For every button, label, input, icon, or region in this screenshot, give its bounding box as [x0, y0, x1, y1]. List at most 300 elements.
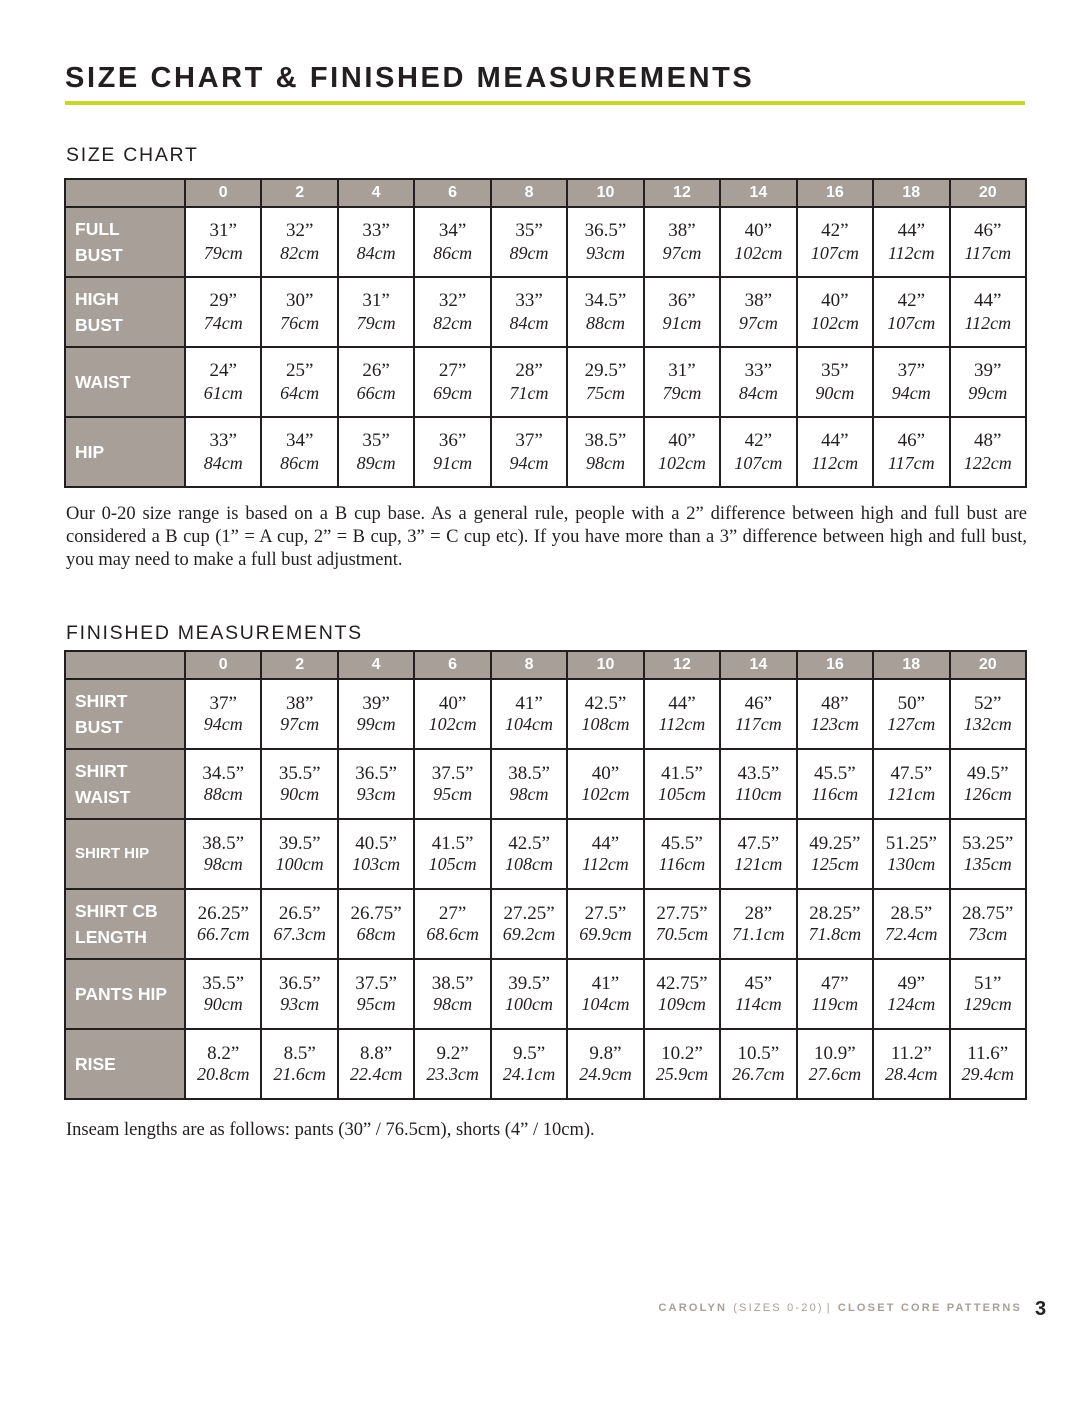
inch-value: 42”	[744, 430, 773, 451]
measurement-cell	[797, 207, 873, 277]
cm-value: 26.7cm	[732, 1064, 785, 1084]
measurement-cell	[873, 819, 949, 889]
inch-value: 37”	[897, 360, 926, 381]
inch-value: 36”	[668, 290, 696, 311]
cm-value: 91cm	[662, 313, 702, 333]
cm-value: 98cm	[509, 784, 549, 804]
measurement-cell	[261, 1029, 337, 1099]
size-column-header: 12	[644, 651, 720, 679]
measurement-cell	[567, 207, 643, 277]
finished-measurements-heading: FINISHED MEASUREMENTS	[66, 622, 363, 644]
inch-value: 47.5”	[890, 763, 933, 784]
inch-value: 34.5”	[584, 290, 627, 311]
inch-value: 47.5”	[737, 833, 780, 854]
inch-value: 41.5”	[661, 763, 703, 784]
inch-value: 35”	[821, 360, 849, 381]
measurement-cell	[644, 1029, 720, 1099]
inch-value: 37”	[515, 430, 543, 451]
row-label	[65, 749, 185, 819]
measurement-cell	[338, 959, 414, 1029]
cm-value: 89cm	[356, 453, 396, 473]
inch-value: 10.5”	[737, 1043, 780, 1064]
row-label-line: HIGH	[75, 289, 119, 309]
measurement-cell	[185, 819, 261, 889]
inch-value: 35.5”	[202, 973, 245, 994]
cm-value: 124cm	[887, 994, 936, 1014]
cm-value: 61cm	[203, 383, 243, 403]
cm-value: 98cm	[585, 453, 625, 473]
measurement-cell	[720, 819, 796, 889]
cm-value: 116cm	[811, 784, 859, 804]
measurement-cell	[644, 679, 720, 749]
measurement-cell	[567, 347, 643, 417]
measurement-cell	[797, 1029, 873, 1099]
cm-value: 107cm	[810, 243, 859, 263]
measurement-cell	[950, 207, 1026, 277]
inch-value: 37.5”	[355, 973, 397, 994]
measurement-cell	[873, 889, 949, 959]
measurement-cell	[338, 347, 414, 417]
inch-value: 53.25”	[962, 833, 1014, 854]
measurement-cell	[261, 749, 337, 819]
measurement-cell	[797, 417, 873, 487]
inch-value: 45.5”	[814, 763, 856, 784]
cm-value: 98cm	[203, 854, 243, 874]
cm-value: 67.3cm	[273, 924, 326, 944]
cm-value: 28.4cm	[885, 1064, 938, 1084]
cm-value: 88cm	[585, 313, 625, 333]
measurement-cell	[644, 959, 720, 1029]
cm-value: 132cm	[963, 714, 1012, 734]
footer-separator: |	[826, 1302, 832, 1314]
inch-value: 10.2”	[661, 1043, 703, 1064]
cm-value: 102cm	[581, 784, 630, 804]
size-chart-table	[64, 178, 1027, 488]
inch-value: 11.2”	[890, 1043, 932, 1064]
table-row	[65, 277, 1026, 347]
inch-value: 52”	[974, 693, 1002, 714]
footer-company: CLOSET CORE PATTERNS	[837, 1302, 1022, 1314]
page-number: 3	[1035, 1298, 1047, 1320]
size-column-header: 18	[873, 651, 949, 679]
inch-value: 44”	[591, 833, 620, 854]
measurement-cell	[950, 679, 1026, 749]
cm-value: 126cm	[963, 784, 1012, 804]
inch-value: 33”	[515, 290, 543, 311]
page-title: SIZE CHART & FINISHED MEASUREMENTS	[65, 62, 755, 94]
inch-value: 26.25”	[197, 903, 249, 924]
inch-value: 49.5”	[966, 763, 1009, 784]
inch-value: 36.5”	[584, 220, 627, 241]
measurement-cell	[644, 749, 720, 819]
measurement-cell	[491, 889, 567, 959]
row-label-line: BUST	[75, 245, 123, 265]
inch-value: 45.5”	[661, 833, 703, 854]
measurement-cell	[491, 1029, 567, 1099]
cm-value: 71.8cm	[808, 924, 862, 944]
cm-value: 94cm	[203, 714, 243, 734]
row-label-line: SHIRT	[75, 691, 128, 711]
cm-value: 100cm	[275, 854, 324, 874]
inch-value: 40”	[744, 220, 773, 241]
cm-value: 121cm	[734, 854, 783, 874]
cm-value: 93cm	[585, 243, 625, 263]
inch-value: 34.5”	[202, 763, 245, 784]
inch-value: 25”	[285, 360, 314, 381]
inch-value: 38”	[285, 693, 314, 714]
cm-value: 68.6cm	[426, 924, 479, 944]
inch-value: 38.5”	[584, 430, 627, 451]
inch-value: 48”	[974, 430, 1002, 451]
cm-value: 102cm	[657, 453, 706, 473]
inch-value: 46”	[744, 693, 773, 714]
cm-value: 114cm	[735, 994, 782, 1014]
cm-value: 123cm	[810, 714, 859, 734]
measurement-cell	[797, 347, 873, 417]
measurement-cell	[185, 1029, 261, 1099]
inch-value: 31”	[668, 360, 696, 381]
measurement-cell	[720, 207, 796, 277]
row-label-line: WAIST	[75, 372, 131, 392]
cm-value: 91cm	[433, 453, 473, 473]
measurement-cell	[567, 1029, 643, 1099]
row-label	[65, 417, 185, 487]
cm-value: 74cm	[203, 313, 243, 333]
cm-value: 29.4cm	[961, 1064, 1015, 1084]
measurement-cell	[414, 889, 490, 959]
inch-value: 42.75”	[656, 973, 708, 994]
inch-value: 29”	[209, 290, 237, 311]
size-column-header: 12	[644, 179, 720, 207]
measurement-cell	[185, 749, 261, 819]
measurement-cell	[567, 959, 643, 1029]
inch-value: 27”	[438, 360, 467, 381]
inch-value: 46”	[897, 430, 926, 451]
inch-value: 32”	[438, 290, 467, 311]
row-label-line: HIP	[75, 442, 105, 462]
measurement-cell	[414, 749, 490, 819]
cm-value: 104cm	[581, 994, 630, 1014]
cm-value: 90cm	[280, 784, 320, 804]
measurement-cell	[261, 417, 337, 487]
inch-value: 40”	[591, 763, 620, 784]
measurement-cell	[491, 347, 567, 417]
inch-value: 28”	[744, 903, 773, 924]
measurement-cell	[414, 277, 490, 347]
measurement-cell	[797, 819, 873, 889]
cm-value: 76cm	[280, 313, 320, 333]
cm-value: 90cm	[203, 994, 243, 1014]
measurement-cell	[873, 207, 949, 277]
table-row	[65, 889, 1026, 959]
finished-measurements-note: Inseam lengths are as follows: pants (30” / 76.5cm), shorts (4” / 10cm).	[66, 1120, 595, 1140]
cm-value: 22.4cm	[349, 1064, 403, 1084]
inch-value: 9.8”	[589, 1043, 622, 1064]
measurement-cell	[644, 819, 720, 889]
cm-value: 27.6cm	[808, 1064, 862, 1084]
measurement-cell	[414, 959, 490, 1029]
cm-value: 64cm	[280, 383, 320, 403]
table-row	[65, 959, 1026, 1029]
cm-value: 20.8cm	[196, 1064, 250, 1084]
measurement-cell	[185, 347, 261, 417]
inch-value: 36.5”	[278, 973, 321, 994]
cm-value: 117cm	[735, 714, 782, 734]
inch-value: 26.75”	[350, 903, 402, 924]
measurement-cell	[797, 277, 873, 347]
inch-value: 44”	[821, 430, 849, 451]
cm-value: 127cm	[887, 714, 936, 734]
cm-value: 112cm	[964, 313, 1012, 333]
measurement-cell	[567, 277, 643, 347]
finished-header-row	[65, 651, 1026, 679]
measurement-cell	[491, 959, 567, 1029]
measurement-cell	[338, 749, 414, 819]
cm-value: 112cm	[582, 854, 629, 874]
measurement-cell	[491, 207, 567, 277]
measurement-cell	[261, 207, 337, 277]
size-column-header: 2	[261, 651, 337, 679]
measurement-cell	[720, 417, 796, 487]
measurement-cell	[261, 819, 337, 889]
inch-value: 35”	[362, 430, 390, 451]
inch-value: 26.5”	[278, 903, 321, 924]
inch-value: 39.5”	[508, 973, 550, 994]
inch-value: 44”	[974, 290, 1002, 311]
row-label-line: BUST	[75, 315, 123, 335]
title-underline	[65, 101, 1025, 105]
cm-value: 71cm	[509, 383, 549, 403]
size-column-header: 0	[185, 179, 261, 207]
measurement-cell	[185, 959, 261, 1029]
measurement-cell	[185, 277, 261, 347]
inch-value: 42.5”	[508, 833, 550, 854]
inch-value: 26”	[362, 360, 390, 381]
size-column-header: 6	[414, 651, 490, 679]
measurement-cell	[720, 749, 796, 819]
row-label	[65, 277, 185, 347]
measurement-cell	[338, 277, 414, 347]
cm-value: 86cm	[433, 243, 473, 263]
inch-value: 44”	[668, 693, 696, 714]
inch-value: 46”	[974, 220, 1002, 241]
inch-value: 40”	[821, 290, 849, 311]
size-column-header: 2	[261, 179, 337, 207]
inch-value: 8.8”	[360, 1043, 393, 1064]
measurement-cell	[720, 1029, 796, 1099]
measurement-cell	[567, 889, 643, 959]
inch-value: 34”	[438, 220, 467, 241]
inch-value: 41.5”	[431, 833, 474, 854]
cm-value: 25.9cm	[655, 1064, 709, 1084]
inch-value: 38”	[744, 290, 773, 311]
inch-value: 28.25”	[809, 903, 861, 924]
inch-value: 33”	[362, 220, 390, 241]
table-row	[65, 819, 1026, 889]
inch-value: 32”	[285, 220, 314, 241]
measurement-cell	[338, 417, 414, 487]
measurement-cell	[644, 417, 720, 487]
cm-value: 66.7cm	[196, 924, 250, 944]
inch-value: 42”	[897, 290, 926, 311]
cm-value: 66cm	[356, 383, 396, 403]
measurement-cell	[797, 959, 873, 1029]
cm-value: 71.1cm	[732, 924, 785, 944]
measurement-cell	[261, 347, 337, 417]
measurement-cell	[950, 277, 1026, 347]
inch-value: 41”	[515, 693, 543, 714]
inch-value: 39”	[362, 693, 390, 714]
cm-value: 75cm	[585, 383, 625, 403]
inch-value: 31”	[209, 220, 237, 241]
measurement-cell	[414, 417, 490, 487]
cm-value: 108cm	[505, 854, 554, 874]
cm-value: 72.4cm	[885, 924, 938, 944]
inch-value: 35”	[515, 220, 543, 241]
inch-value: 27.75”	[656, 903, 708, 924]
inch-value: 38.5”	[508, 763, 550, 784]
measurement-cell	[950, 347, 1026, 417]
cm-value: 94cm	[891, 383, 931, 403]
inch-value: 42.5”	[584, 693, 627, 714]
measurement-cell	[644, 207, 720, 277]
cm-value: 112cm	[887, 243, 935, 263]
measurement-cell	[261, 889, 337, 959]
inch-value: 49.25”	[809, 833, 861, 854]
measurement-cell	[873, 417, 949, 487]
cm-value: 98cm	[433, 994, 473, 1014]
row-label	[65, 1029, 185, 1099]
measurement-cell	[491, 277, 567, 347]
row-label-line: WAIST	[75, 787, 131, 807]
measurement-cell	[338, 889, 414, 959]
cm-value: 135cm	[963, 854, 1012, 874]
finished-measurements-table	[64, 650, 1027, 1100]
measurement-cell	[567, 679, 643, 749]
inch-value: 43.5”	[737, 763, 780, 784]
inch-value: 8.5”	[283, 1043, 316, 1064]
inch-value: 27”	[438, 903, 467, 924]
measurement-cell	[720, 347, 796, 417]
inch-value: 37”	[209, 693, 237, 714]
table-row	[65, 679, 1026, 749]
cm-value: 105cm	[428, 854, 477, 874]
cm-value: 86cm	[280, 453, 320, 473]
measurement-cell	[414, 679, 490, 749]
measurement-cell	[261, 679, 337, 749]
measurement-cell	[185, 889, 261, 959]
row-label-line: RISE	[75, 1054, 116, 1074]
inch-value: 47”	[821, 973, 849, 994]
inch-value: 27.5”	[584, 903, 627, 924]
cm-value: 116cm	[658, 854, 706, 874]
size-column-header: 10	[567, 179, 643, 207]
cm-value: 105cm	[657, 784, 706, 804]
row-label	[65, 959, 185, 1029]
row-label	[65, 207, 185, 277]
measurement-cell	[950, 959, 1026, 1029]
size-column-header: 16	[797, 651, 873, 679]
cm-value: 107cm	[734, 453, 783, 473]
measurement-cell	[644, 347, 720, 417]
measurement-cell	[414, 347, 490, 417]
inch-value: 10.9”	[814, 1043, 856, 1064]
measurement-cell	[491, 819, 567, 889]
cm-value: 93cm	[356, 784, 396, 804]
measurement-cell	[950, 819, 1026, 889]
inch-value: 42”	[821, 220, 849, 241]
measurement-cell	[797, 749, 873, 819]
row-label-line: LENGTH	[75, 927, 147, 947]
inch-value: 40.5”	[355, 833, 397, 854]
size-chart-heading: SIZE CHART	[66, 144, 199, 166]
size-column-header: 8	[491, 179, 567, 207]
measurement-cell	[414, 207, 490, 277]
measurement-cell	[873, 679, 949, 749]
cm-value: 84cm	[509, 313, 549, 333]
cm-value: 119cm	[811, 994, 859, 1014]
inch-value: 28”	[515, 360, 543, 381]
measurement-cell	[950, 1029, 1026, 1099]
measurement-cell	[261, 959, 337, 1029]
measurement-cell	[338, 207, 414, 277]
inch-value: 49”	[897, 973, 926, 994]
cm-value: 82cm	[280, 243, 320, 263]
inch-value: 31”	[362, 290, 390, 311]
size-column-header: 10	[567, 651, 643, 679]
row-label	[65, 889, 185, 959]
measurement-cell	[491, 679, 567, 749]
cm-value: 97cm	[662, 243, 702, 263]
cm-value: 79cm	[662, 383, 702, 403]
row-label	[65, 679, 185, 749]
inch-value: 51”	[974, 973, 1002, 994]
size-column-header: 14	[720, 651, 796, 679]
inch-value: 44”	[897, 220, 926, 241]
measurement-cell	[567, 417, 643, 487]
cm-value: 112cm	[658, 714, 706, 734]
cm-value: 97cm	[280, 714, 320, 734]
size-chart-note: Our 0-20 size range is based on a B cup base. As a general rule, people with a 2” difference between high and full bust are considered a B cup (1” = A cup, 2” = B cup, 3” = C cup etc). If you have more than a 3” difference between high and full bust, you may need to make a full bust adjustment.	[66, 504, 1027, 570]
size-column-header: 0	[185, 651, 261, 679]
inch-value: 38”	[668, 220, 696, 241]
measurement-cell	[491, 749, 567, 819]
size-column-header: 4	[338, 651, 414, 679]
inch-value: 9.5”	[512, 1043, 546, 1064]
cm-value: 100cm	[505, 994, 554, 1014]
inch-value: 28.75”	[962, 903, 1014, 924]
inch-value: 27.25”	[503, 903, 555, 924]
size-column-header: 4	[338, 179, 414, 207]
cm-value: 95cm	[356, 994, 396, 1014]
measurement-cell	[261, 277, 337, 347]
row-label-line: BUST	[75, 717, 123, 737]
inch-value: 34”	[285, 430, 314, 451]
inch-value: 37.5”	[431, 763, 474, 784]
cm-value: 102cm	[734, 243, 783, 263]
size-column-header: 18	[873, 179, 949, 207]
cm-value: 84cm	[356, 243, 396, 263]
cm-value: 88cm	[203, 784, 243, 804]
measurement-cell	[797, 679, 873, 749]
measurement-cell	[873, 277, 949, 347]
cm-value: 82cm	[433, 313, 473, 333]
inch-value: 45”	[744, 973, 773, 994]
cm-value: 97cm	[738, 313, 778, 333]
cm-value: 69.9cm	[579, 924, 632, 944]
cm-value: 110cm	[735, 784, 782, 804]
measurement-cell	[338, 679, 414, 749]
